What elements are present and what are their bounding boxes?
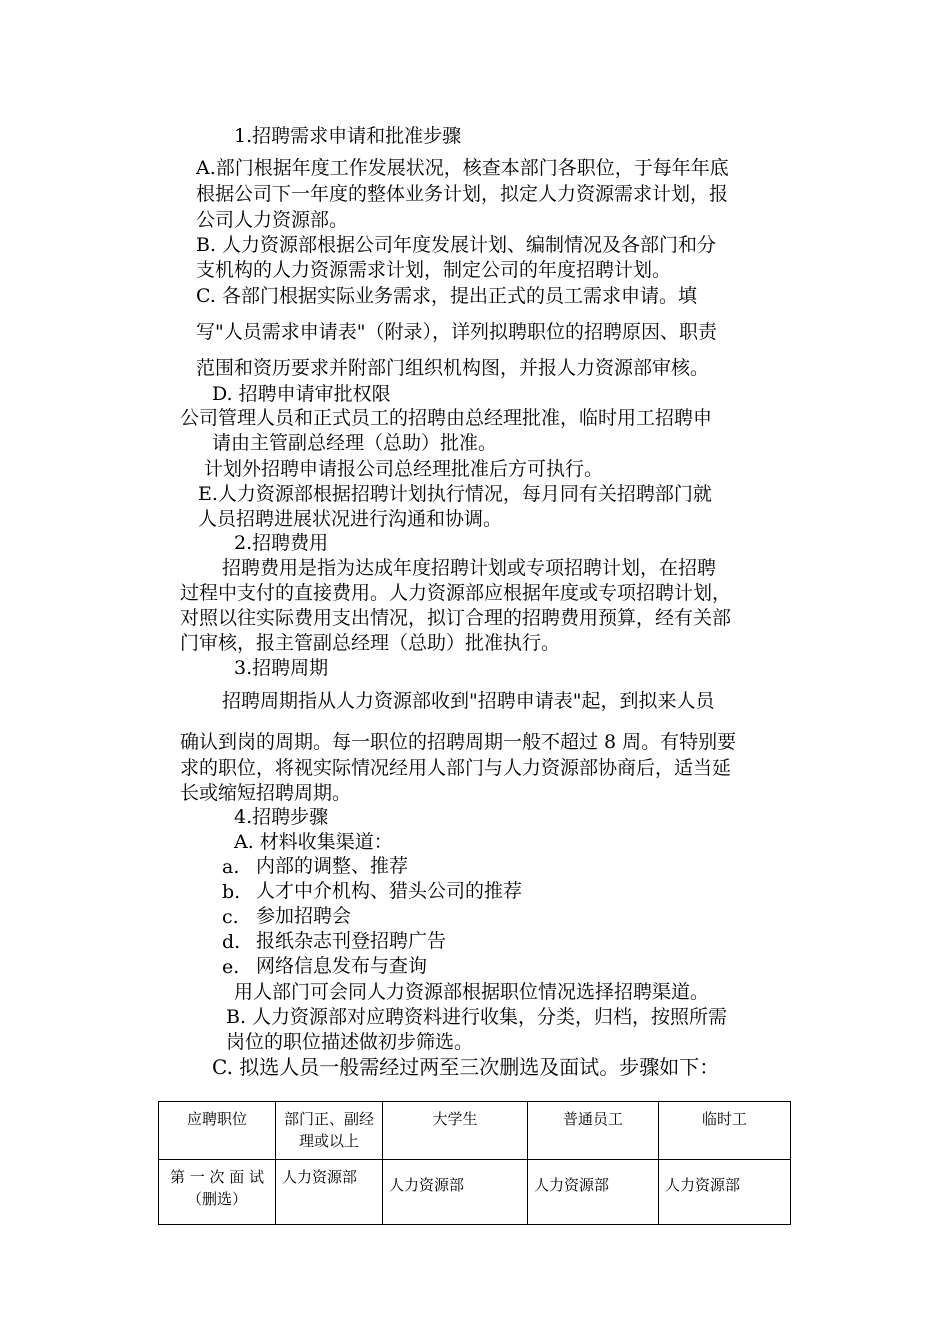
channel-b-mark: b.	[222, 881, 241, 903]
s1-d-line-2: 请由主管副总经理（总助）批准。	[212, 432, 498, 454]
s1-e-line-1: E.人力资源部根据招聘计划执行情况，每月同有关招聘部门就	[198, 483, 712, 505]
cell-staff: 人力资源部	[528, 1160, 659, 1225]
s3-line-3: 求的职位，将视实际情况经用人部门与人力资源部协商后，适当延	[180, 757, 732, 779]
s1-b-line-2: 支机构的人力资源需求计划，制定公司的年度招聘计划。	[196, 259, 672, 281]
channel-d-mark: d.	[222, 931, 241, 953]
channel-d-text: 报纸杂志刊登招聘广告	[256, 930, 447, 952]
interview-table	[158, 1101, 791, 1225]
s1-d-heading: D. 招聘申请审批权限	[212, 383, 391, 405]
table-header-row	[159, 1102, 791, 1160]
channel-a-text: 内部的调整、推荐	[256, 855, 409, 877]
s1-e-line-2: 人员招聘进展状况进行沟通和协调。	[198, 508, 503, 530]
section-4-heading: 4.招聘步骤	[234, 806, 329, 828]
channel-c-text: 参加招聘会	[256, 905, 352, 927]
s4-b-line-2: 岗位的职位描述做初步筛选。	[226, 1031, 474, 1053]
s3-line-1: 招聘周期指从人力资源部收到"招聘申请表"起，到拟来人员	[222, 690, 715, 712]
header-temp: 临时工	[659, 1102, 791, 1160]
s3-line-2: 确认到岗的周期。每一职位的招聘周期一般不超过 8 周。有特别要	[180, 731, 737, 753]
cell-temp: 人力资源部	[659, 1160, 791, 1225]
channel-e-text: 网络信息发布与查询	[256, 955, 428, 977]
s4-a-heading: A. 材料收集渠道：	[234, 831, 393, 853]
s1-d-line-3: 计划外招聘申请报公司总经理批准后方可执行。	[204, 458, 604, 480]
channel-e-mark: e.	[222, 956, 240, 978]
s1-a-line-1: A.部门根据年度工作发展状况，核查本部门各职位，于每年年底	[196, 157, 729, 179]
section-3-heading: 3.招聘周期	[234, 657, 329, 679]
cell-graduate: 人力资源部	[383, 1160, 528, 1225]
header-manager: 部门正、副经理或以上	[276, 1102, 383, 1160]
header-position: 应聘职位	[159, 1102, 276, 1160]
header-graduate: 大学生	[383, 1102, 528, 1160]
s1-a-line-2: 根据公司下一年度的整体业务计划，拟定人力资源需求计划，报	[196, 183, 729, 205]
s1-c-line-1: C. 各部门根据实际业务需求，提出正式的员工需求申请。填	[196, 285, 697, 307]
s2-line-3: 对照以往实际费用支出情况，拟订合理的招聘费用预算，经有关部	[180, 607, 732, 629]
header-staff: 普通员工	[528, 1102, 659, 1160]
cell-manager: 人力资源部	[276, 1160, 383, 1225]
row-label: 第 一 次 面 试（删选）	[159, 1160, 276, 1225]
s2-line-2: 过程中支付的直接费用。人力资源部应根据年度或专项招聘计划，	[180, 582, 732, 604]
channel-c-mark: c.	[222, 906, 239, 928]
s4-b-line-1: B. 人力资源部对应聘资料进行收集，分类，归档，按照所需	[226, 1006, 728, 1028]
s1-a-line-3: 公司人力资源部。	[196, 209, 349, 231]
table-row	[159, 1160, 791, 1225]
s1-d-line-1: 公司管理人员和正式员工的招聘由总经理批准，临时用工招聘申	[180, 407, 713, 429]
s2-line-4: 门审核，报主管副总经理（总助）批准执行。	[180, 632, 561, 654]
section-2-heading: 2.招聘费用	[234, 532, 329, 554]
s2-line-1: 招聘费用是指为达成年度招聘计划或专项招聘计划，在招聘	[222, 557, 717, 579]
channel-a-mark: a.	[222, 856, 240, 878]
s1-c-line-2: 写"人员需求申请表"（附录），详列拟聘职位的招聘原因、职责	[196, 321, 717, 343]
s1-b-line-1: B. 人力资源部根据公司年度发展计划、编制情况及各部门和分	[196, 234, 717, 256]
channel-b-text: 人才中介机构、猎头公司的推荐	[256, 880, 523, 902]
s4-c-heading: C. 拟选人员一般需经过两至三次删选及面试。步骤如下：	[212, 1055, 720, 1079]
s4-a-note: 用人部门可会同人力资源部根据职位情况选择招聘渠道。	[234, 981, 710, 1003]
s1-c-line-3: 范围和资历要求并附部门组织机构图，并报人力资源部审核。	[196, 357, 710, 379]
section-1-heading: 1.招聘需求申请和批准步骤	[234, 125, 462, 147]
s3-line-4: 长或缩短招聘周期。	[180, 782, 352, 804]
